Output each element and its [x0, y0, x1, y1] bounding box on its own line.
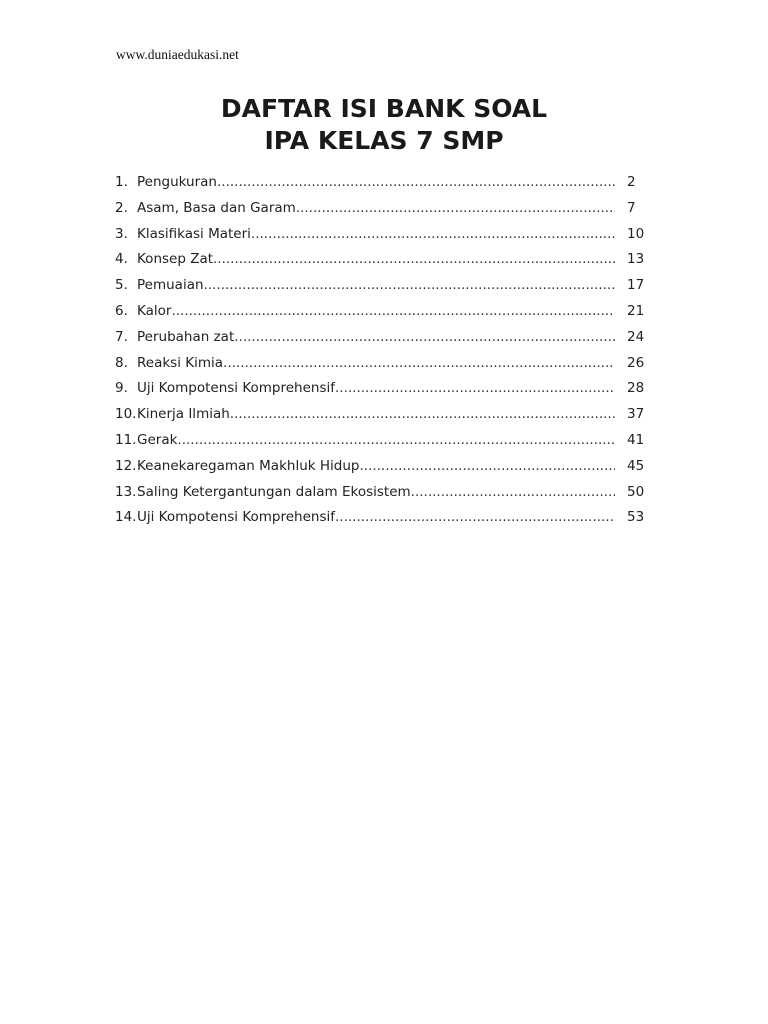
dot-leader [251, 222, 615, 248]
toc-page-number: 50 [627, 483, 645, 500]
dot-leader [296, 196, 615, 222]
toc-entry [115, 402, 646, 428]
toc-page-number: 21 [627, 302, 645, 319]
toc-label: Asam, Basa dan Garam [137, 199, 296, 216]
toc-page-number: 10 [627, 225, 645, 242]
toc-entry [115, 505, 646, 531]
toc-number: 4. [115, 251, 128, 268]
dot-leader [230, 402, 615, 428]
toc-label: Saling Ketergantungan dalam Ekosistem [137, 483, 411, 500]
toc-label: Keanekaregaman Makhluk Hidup [137, 457, 360, 474]
toc-page-number: 24 [627, 328, 645, 345]
toc-page-number: 26 [627, 354, 645, 371]
dot-leader [335, 505, 615, 531]
toc-entry [115, 325, 646, 351]
toc-label: Konsep Zat [137, 251, 214, 268]
toc-label: Gerak [137, 431, 178, 448]
toc-entry [115, 351, 646, 377]
toc-entry [115, 170, 646, 196]
table-of-contents [115, 170, 646, 531]
toc-entry [115, 376, 646, 402]
toc-number: 3. [115, 225, 128, 242]
toc-number: 5. [115, 277, 128, 294]
toc-number: 13. [115, 483, 137, 500]
toc-entry [115, 454, 646, 480]
toc-page-number: 45 [627, 457, 645, 474]
dot-leader [359, 454, 615, 480]
toc-label: Uji Kompotensi Komprehensif [137, 380, 335, 397]
toc-page-number: 2 [627, 174, 636, 190]
toc-label: Uji Kompotensi Komprehensif [137, 509, 335, 526]
page-title-line-1: DAFTAR ISI BANK SOAL [220, 94, 548, 123]
toc-page-number: 41 [627, 431, 645, 448]
toc-number: 1. [115, 174, 128, 190]
toc-label: Klasifikasi Materi [137, 225, 251, 242]
toc-entry [115, 273, 646, 299]
toc-number: 6. [115, 302, 128, 319]
dot-leader [177, 428, 615, 454]
toc-number: 9. [115, 380, 128, 397]
toc-number: 2. [115, 199, 128, 216]
toc-entry [115, 196, 646, 222]
toc-label: Pengukuran [137, 174, 217, 190]
toc-page-number: 37 [627, 406, 645, 423]
toc-label: Reaksi Kimia [137, 354, 224, 371]
toc-entry [115, 247, 646, 273]
toc-entry [115, 428, 646, 454]
toc-entry [115, 480, 646, 506]
page-title-line-2: IPA KELAS 7 SMP [264, 126, 504, 155]
toc-number: 8. [115, 354, 128, 371]
toc-page-number: 28 [627, 380, 645, 397]
dot-leader [234, 325, 615, 351]
toc-label: Kalor [137, 302, 172, 319]
toc-page-number: 7 [627, 199, 636, 216]
dot-leader [223, 351, 615, 377]
toc-label: Kinerja Ilmiah [137, 406, 230, 423]
toc-number: 11. [115, 431, 137, 448]
dot-leader [411, 480, 615, 506]
dot-leader [213, 247, 615, 273]
toc-page-number: 13 [627, 251, 645, 268]
dot-leader [335, 376, 615, 402]
toc-number: 14. [115, 509, 137, 526]
toc-entry [115, 299, 646, 325]
website-url: www.duniaedukasi.net [116, 47, 239, 62]
dot-leader [171, 299, 615, 325]
toc-page-number: 17 [627, 277, 645, 294]
toc-label: Perubahan zat [137, 328, 235, 345]
toc-number: 12. [115, 457, 137, 474]
dot-leader [217, 170, 615, 196]
toc-number: 10. [115, 406, 137, 423]
toc-page-number: 53 [627, 509, 645, 526]
dot-leader [204, 273, 615, 299]
toc-entry [115, 222, 646, 248]
toc-number: 7. [115, 328, 128, 345]
toc-label: Pemuaian [137, 277, 204, 294]
